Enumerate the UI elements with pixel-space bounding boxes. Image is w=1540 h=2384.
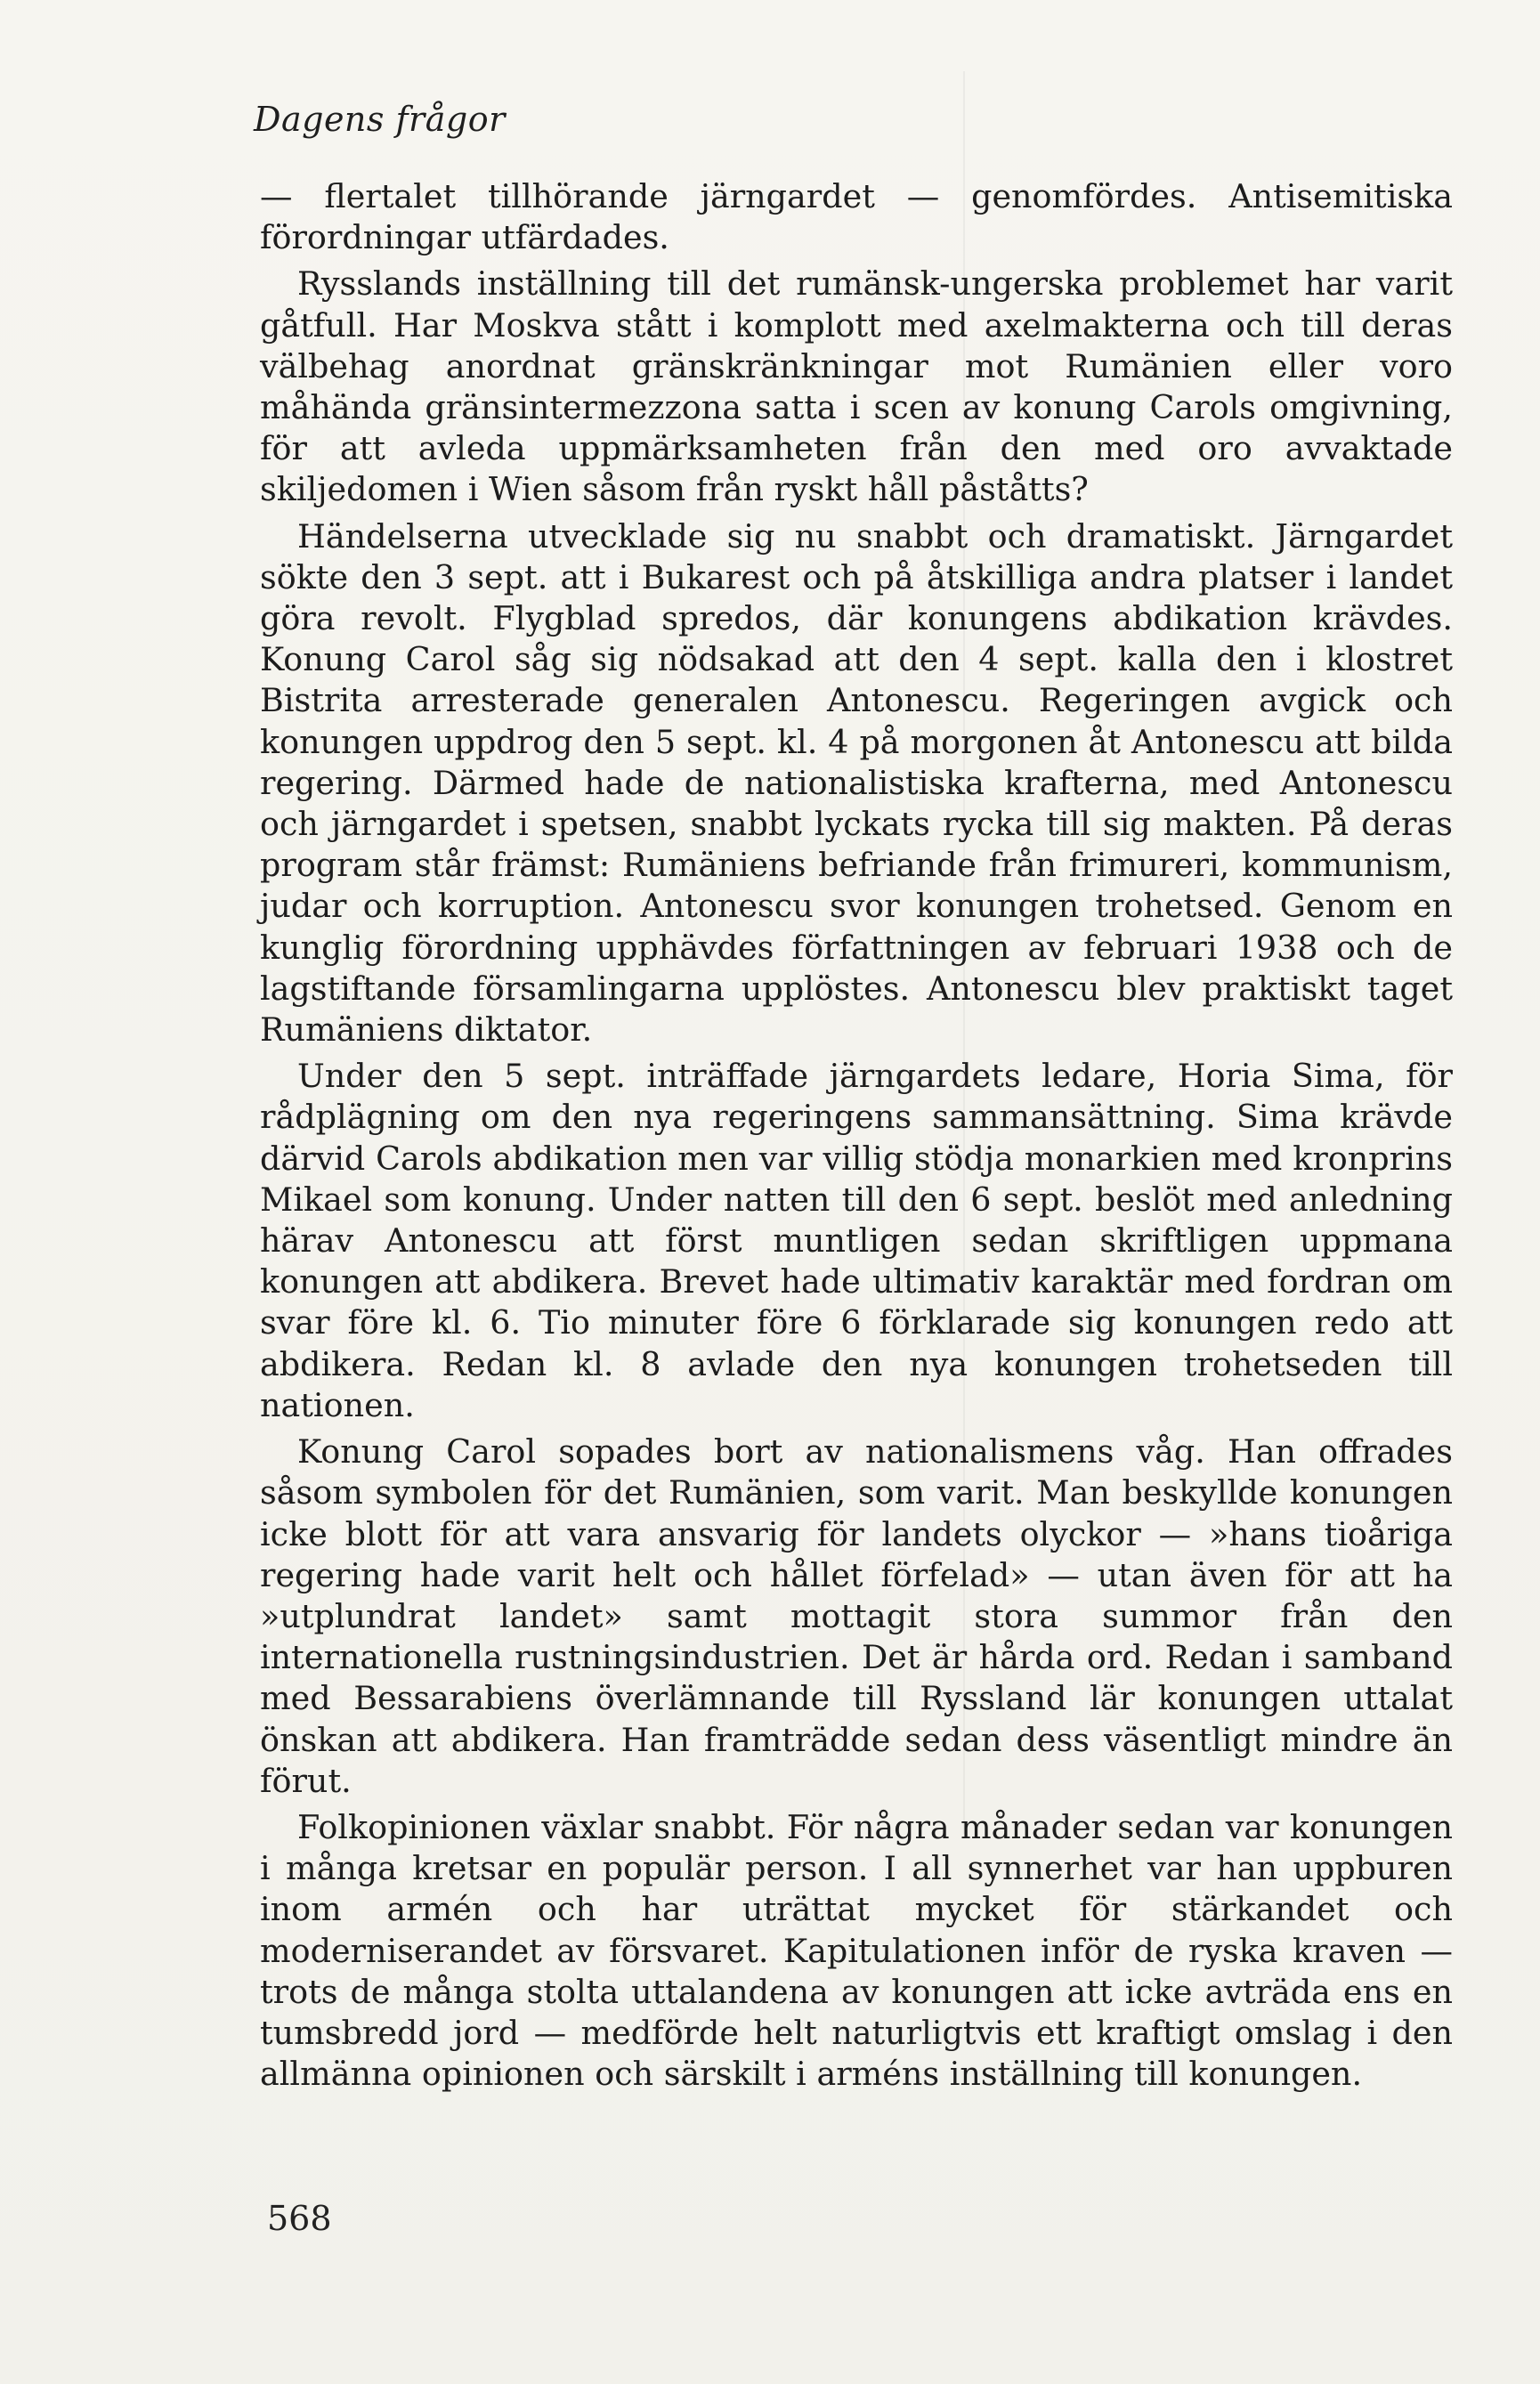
paragraph-6: Folkopinionen växlar snabbt. För några månader sedan var konungen i många kretsar en populär person. I all synnerhet var han uppburen inom armén och har uträttat mycket för stärkandet och moderniserandet av försvaret. Kapitulationen inför de ryska kraven — trots de många stolta uttalandena av konungen att icke avträda ens en tumsbredd jord — medförde helt naturligtvis ett kraftigt omslag i den allmänna opinionen och särskilt i arméns inställning till konungen. [260,1807,1453,2094]
running-title: Dagens frågor [254,100,506,139]
body-text [260,176,1453,2100]
page-number: 568 [267,2199,332,2238]
paragraph-3: Händelserna utvecklade sig nu snabbt och dramatiskt. Järngardet sökte den 3 sept. att i Bukarest och på åtskilliga andra platser i landet göra revolt. Flygblad spredos, där konungens abdikation krävdes. Konung Carol såg sig nödsakad att den 4 sept. kalla den i klostret Bistrita arresterade generalen Antonescu. Regeringen avgick och konungen uppdrog den 5 sept. kl. 4 på morgonen åt Antonescu att bilda regering. Därmed hade de nationalistiska krafterna, med Antonescu och järngardet i spetsen, snabbt lyckats rycka till sig makten. På deras program står främst: Rumäniens befriande från frimureri, kommunism, judar och korruption. Antonescu svor konungen trohetsed. Genom en kunglig förordning upphävdes författningen av februari 1938 och de lagstiftande församlingarna upplöstes. Antonescu blev praktiskt taget Rumäniens diktator. [260,516,1453,1050]
paragraph-1: — flertalet tillhörande järngardet — genomfördes. Antisemitiska förordningar utfärdades. [260,177,1453,257]
paragraph-4: Under den 5 sept. inträffade järngardets ledare, Horia Sima, för rådplägning om den nya regeringens sammansättning. Sima krävde därvid Carols abdikation men var villig stödja monarkien med kronprins Mikael som konung. Under natten till den 6 sept. beslöt med anledning härav Antonescu att först muntligen sedan skriftligen uppmana konungen att abdikera. Brevet hade ultimativ karaktär med fordran om svar före kl. 6. Tio minuter före 6 förklarade sig konungen redo att abdikera. Redan kl. 8 avlade den nya konungen trohetseden till nationen. [260,1057,1453,1424]
paragraph-5: Konung Carol sopades bort av nationalismens våg. Han offrades såsom symbolen för det Rumänien, som varit. Man beskyllde konungen icke blott för att vara ansvarig för landets olyckor — »hans tioåriga regering hade varit helt och hållet förfelad» — utan även för att ha »utplundrat landet» samt mottagit stora summor från den internationella rustningsindustrien. Det är hårda ord. Redan i samband med Bessarabiens överlämnande till Ryssland lär konungen uttalat önskan att abdikera. Han framträdde sedan dess väsentligt mindre än förut. [260,1432,1453,1800]
paragraph-2: Rysslands inställning till det rumänsk-ungerska problemet har varit gåtfull. Har Moskva stått i komplott med axelmakterna och till deras välbehag anordnat gränskränkningar mot Rumänien eller voro måhända gränsintermezzona satta i scen av konung Carols omgivning, för att avleda uppmärksamheten från den med oro avvaktade skiljedomen i Wien såsom från ryskt håll påståtts? [260,264,1453,509]
